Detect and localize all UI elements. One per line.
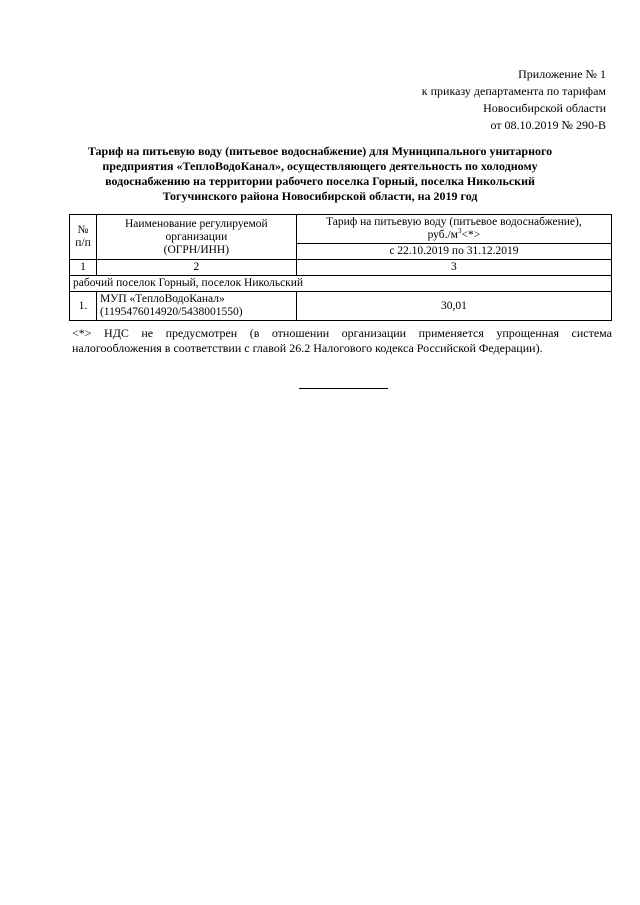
footnote-line-1: <*> НДС не предусмотрен (в отношении организации применяется упрощенная система [72,326,612,340]
section-label: рабочий поселок Горный, поселок Никольский [70,276,612,292]
column-number-2: 2 [96,260,296,276]
document-title [70,144,570,204]
column-number-1: 1 [70,260,97,276]
title-line-3: водоснабжению на территории рабочего поселка Горный, поселка Никольский [105,174,535,188]
header-organization: Наименование регулируемой организации (ОГРН/ИНН) [96,215,296,260]
header-tariff: Тариф на питьевую воду (питьевое водоснабжение), $руб./м^3<*>$ [296,215,611,244]
header-tariff-unit: $руб./м^3<*>$ [427,227,481,241]
table-section-row [70,276,612,292]
appendix-header [422,66,606,134]
appendix-line-1: Приложение № 1 [518,67,606,81]
footnote [72,326,612,356]
appendix-line-4: от 08.10.2019 № 290-В [490,118,606,132]
footnote-line-2: налогообложения в соответствии с главой 26.2 Налогового кодекса Российской Федерации). [72,341,543,355]
title-line-4: Тогучинского района Новосибирской области, на 2019 год [162,189,478,203]
title-line-1: Тариф на питьевую воду (питьевое водоснабжение) для Муниципального унитарного [87,144,553,158]
header-number: № п/п [70,215,97,260]
title-line-2: предприятия «ТеплоВодоКанал», осуществляющего деятельность по холодному [102,159,538,173]
header-period: с 22.10.2019 по 31.12.2019 [296,244,611,260]
row-tariff-value: 30,01 [296,292,611,321]
table-column-numbers-row [70,260,612,276]
table-header-row [70,215,612,244]
appendix-line-3: Новосибирской области [483,101,606,115]
row-number: 1. [70,292,97,321]
row-organization: МУП «ТеплоВодоКанал» (1195476014920/5438001550) [96,292,296,321]
table-row [70,292,612,321]
tariff-table [69,214,612,321]
column-number-3: 3 [296,260,611,276]
appendix-line-2: к приказу департамента по тарифам [421,84,606,98]
closing-divider [299,388,388,389]
